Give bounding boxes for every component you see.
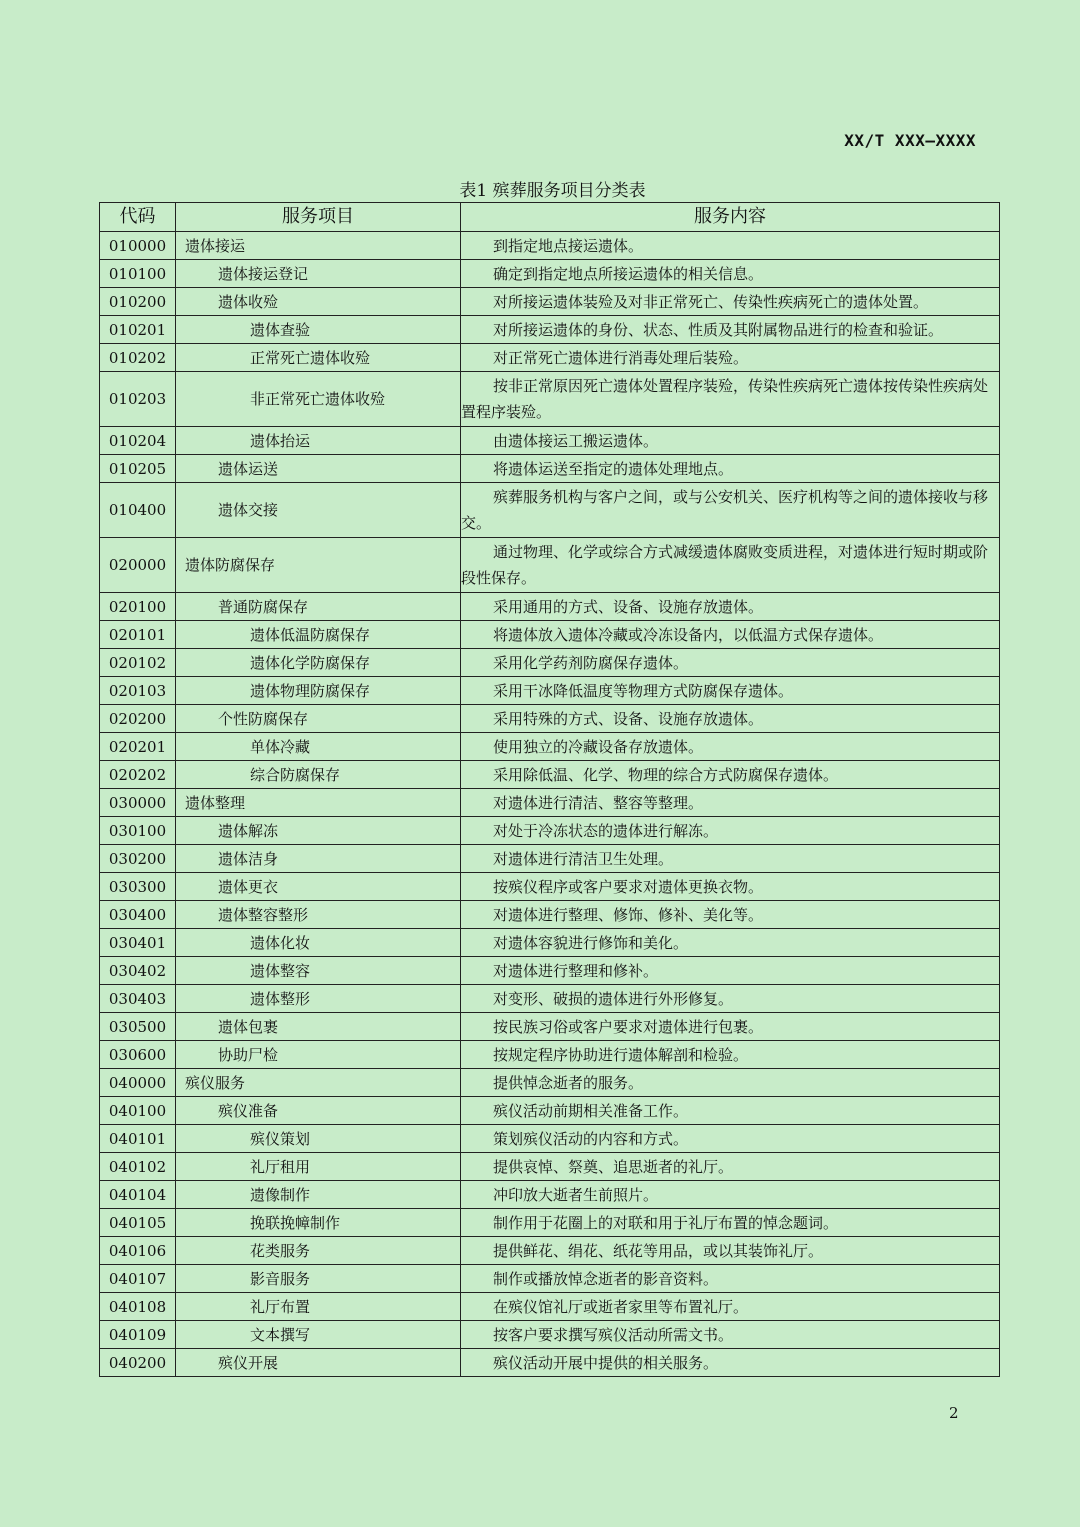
table-row (100, 677, 1000, 705)
cell-service-item: 遗体解冻 (176, 817, 461, 845)
table-row (100, 1293, 1000, 1321)
cell-service-content: 对遗体进行整理、修饰、修补、美化等。 (461, 901, 1000, 929)
cell-service-item: 正常死亡遗体收殓 (176, 344, 461, 372)
cell-code: 040100 (100, 1097, 176, 1125)
cell-service-item: 礼厅租用 (176, 1153, 461, 1181)
cell-code: 030200 (100, 845, 176, 873)
cell-service-item: 遗体防腐保存 (176, 538, 461, 593)
table-row (100, 1321, 1000, 1349)
cell-service-item: 遗像制作 (176, 1181, 461, 1209)
table-row (100, 985, 1000, 1013)
cell-code: 040106 (100, 1237, 176, 1265)
cell-code: 040102 (100, 1153, 176, 1181)
cell-code: 020000 (100, 538, 176, 593)
cell-service-item: 遗体查验 (176, 316, 461, 344)
cell-service-item: 遗体整容 (176, 957, 461, 985)
cell-service-content: 在殡仪馆礼厅或逝者家里等布置礼厅。 (461, 1293, 1000, 1321)
cell-service-item: 遗体化妆 (176, 929, 461, 957)
cell-service-content: 对遗体容貌进行修饰和美化。 (461, 929, 1000, 957)
cell-service-item: 影音服务 (176, 1265, 461, 1293)
cell-code: 040105 (100, 1209, 176, 1237)
cell-service-item: 殡仪策划 (176, 1125, 461, 1153)
cell-service-content: 将遗体运送至指定的遗体处理地点。 (461, 455, 1000, 483)
standard-code: XX/T XXX—XXXX (844, 131, 976, 150)
table-row (100, 733, 1000, 761)
cell-code: 010400 (100, 483, 176, 538)
cell-service-content: 提供悼念逝者的服务。 (461, 1069, 1000, 1097)
cell-code: 020100 (100, 593, 176, 621)
cell-code: 030500 (100, 1013, 176, 1041)
table-row (100, 621, 1000, 649)
table-row (100, 1097, 1000, 1125)
cell-code: 020202 (100, 761, 176, 789)
cell-service-content: 将遗体放入遗体冷藏或冷冻设备内，以低温方式保存遗体。 (461, 621, 1000, 649)
cell-code: 040000 (100, 1069, 176, 1097)
table-row (100, 483, 1000, 538)
table-row (100, 1265, 1000, 1293)
cell-code: 040109 (100, 1321, 176, 1349)
cell-service-item: 挽联挽幛制作 (176, 1209, 461, 1237)
table-title: 表1 殡葬服务项目分类表 (459, 181, 646, 201)
cell-code: 040104 (100, 1181, 176, 1209)
column-header-content: 服务内容 (461, 203, 1000, 232)
table-row (100, 1041, 1000, 1069)
table-row (100, 1013, 1000, 1041)
cell-code: 040200 (100, 1349, 176, 1377)
cell-service-item: 遗体接运 (176, 232, 461, 260)
cell-service-content: 采用除低温、化学、物理的综合方式防腐保存遗体。 (461, 761, 1000, 789)
table-row (100, 873, 1000, 901)
cell-service-content: 采用通用的方式、设备、设施存放遗体。 (461, 593, 1000, 621)
table-row (100, 427, 1000, 455)
cell-service-content: 按殡仪程序或客户要求对遗体更换衣物。 (461, 873, 1000, 901)
cell-code: 020102 (100, 649, 176, 677)
cell-code: 040101 (100, 1125, 176, 1153)
cell-code: 010205 (100, 455, 176, 483)
table-row (100, 538, 1000, 593)
cell-service-content: 对正常死亡遗体进行消毒处理后装殓。 (461, 344, 1000, 372)
cell-service-content: 到指定地点接运遗体。 (461, 232, 1000, 260)
table-row (100, 649, 1000, 677)
table-row (100, 372, 1000, 427)
cell-code: 010203 (100, 372, 176, 427)
column-header-code: 代码 (100, 203, 176, 232)
page-number: 2 (949, 1404, 959, 1422)
cell-code: 040107 (100, 1265, 176, 1293)
cell-code: 010204 (100, 427, 176, 455)
cell-service-item: 遗体整形 (176, 985, 461, 1013)
cell-service-item: 单体冷藏 (176, 733, 461, 761)
cell-code: 030300 (100, 873, 176, 901)
cell-service-content: 按规定程序协助进行遗体解剖和检验。 (461, 1041, 1000, 1069)
cell-service-content: 对所接运遗体装殓及对非正常死亡、传染性疾病死亡的遗体处置。 (461, 288, 1000, 316)
cell-service-item: 遗体运送 (176, 455, 461, 483)
cell-service-content: 采用化学药剂防腐保存遗体。 (461, 649, 1000, 677)
cell-service-content: 对遗体进行整理和修补。 (461, 957, 1000, 985)
table-row (100, 761, 1000, 789)
table-row (100, 957, 1000, 985)
cell-service-content: 殡葬服务机构与客户之间，或与公安机关、医疗机构等之间的遗体接收与移交。 (461, 483, 1000, 538)
cell-service-content: 由遗体接运工搬运遗体。 (461, 427, 1000, 455)
table-row (100, 705, 1000, 733)
table-row (100, 260, 1000, 288)
column-header-item: 服务项目 (176, 203, 461, 232)
cell-code: 020103 (100, 677, 176, 705)
cell-service-item: 遗体接运登记 (176, 260, 461, 288)
cell-service-item: 花类服务 (176, 1237, 461, 1265)
table-row (100, 929, 1000, 957)
cell-service-content: 冲印放大逝者生前照片。 (461, 1181, 1000, 1209)
cell-code: 020101 (100, 621, 176, 649)
cell-service-content: 按民族习俗或客户要求对遗体进行包裹。 (461, 1013, 1000, 1041)
service-classification-table (99, 202, 1000, 1377)
cell-code: 010201 (100, 316, 176, 344)
cell-code: 020200 (100, 705, 176, 733)
table-row (100, 1349, 1000, 1377)
cell-service-item: 遗体更衣 (176, 873, 461, 901)
cell-service-item: 普通防腐保存 (176, 593, 461, 621)
table-row (100, 1153, 1000, 1181)
cell-service-content: 对遗体进行清洁卫生处理。 (461, 845, 1000, 873)
table-header-row (100, 203, 1000, 232)
table-row (100, 232, 1000, 260)
cell-service-item: 遗体整理 (176, 789, 461, 817)
cell-service-content: 采用干冰降低温度等物理方式防腐保存遗体。 (461, 677, 1000, 705)
cell-code: 030402 (100, 957, 176, 985)
table-row (100, 1181, 1000, 1209)
cell-service-content: 殡仪活动开展中提供的相关服务。 (461, 1349, 1000, 1377)
cell-service-item: 礼厅布置 (176, 1293, 461, 1321)
cell-service-content: 按非正常原因死亡遗体处置程序装殓，传染性疾病死亡遗体按传染性疾病处置程序装殓。 (461, 372, 1000, 427)
cell-service-content: 按客户要求撰写殡仪活动所需文书。 (461, 1321, 1000, 1349)
table-row (100, 344, 1000, 372)
cell-code: 030401 (100, 929, 176, 957)
cell-service-item: 遗体收殓 (176, 288, 461, 316)
cell-code: 040108 (100, 1293, 176, 1321)
cell-service-item: 综合防腐保存 (176, 761, 461, 789)
cell-service-item: 殡仪服务 (176, 1069, 461, 1097)
cell-code: 030400 (100, 901, 176, 929)
cell-service-item: 遗体包裹 (176, 1013, 461, 1041)
table-row (100, 789, 1000, 817)
cell-service-item: 遗体抬运 (176, 427, 461, 455)
cell-service-content: 提供哀悼、祭奠、追思逝者的礼厅。 (461, 1153, 1000, 1181)
cell-service-item: 遗体交接 (176, 483, 461, 538)
cell-service-item: 个性防腐保存 (176, 705, 461, 733)
table-row (100, 455, 1000, 483)
cell-service-content: 对所接运遗体的身份、状态、性质及其附属物品进行的检查和验证。 (461, 316, 1000, 344)
cell-service-item: 殡仪开展 (176, 1349, 461, 1377)
cell-code: 010200 (100, 288, 176, 316)
table-row (100, 316, 1000, 344)
cell-code: 030000 (100, 789, 176, 817)
table-row (100, 901, 1000, 929)
cell-service-content: 通过物理、化学或综合方式减缓遗体腐败变质进程，对遗体进行短时期或阶段性保存。 (461, 538, 1000, 593)
cell-service-content: 对变形、破损的遗体进行外形修复。 (461, 985, 1000, 1013)
cell-service-content: 制作用于花圈上的对联和用于礼厅布置的悼念题词。 (461, 1209, 1000, 1237)
cell-service-item: 协助尸检 (176, 1041, 461, 1069)
table-row (100, 1125, 1000, 1153)
cell-service-content: 提供鲜花、绢花、纸花等用品，或以其装饰礼厅。 (461, 1237, 1000, 1265)
cell-service-content: 对遗体进行清洁、整容等整理。 (461, 789, 1000, 817)
cell-service-item: 文本撰写 (176, 1321, 461, 1349)
cell-code: 030600 (100, 1041, 176, 1069)
table-row (100, 1069, 1000, 1097)
cell-service-item: 遗体整容整形 (176, 901, 461, 929)
cell-code: 010202 (100, 344, 176, 372)
table-row (100, 1237, 1000, 1265)
cell-service-item: 遗体物理防腐保存 (176, 677, 461, 705)
cell-code: 020201 (100, 733, 176, 761)
table-row (100, 817, 1000, 845)
cell-code: 030100 (100, 817, 176, 845)
cell-service-content: 策划殡仪活动的内容和方式。 (461, 1125, 1000, 1153)
table-row (100, 845, 1000, 873)
cell-service-item: 非正常死亡遗体收殓 (176, 372, 461, 427)
cell-service-item: 殡仪准备 (176, 1097, 461, 1125)
cell-service-item: 遗体洁身 (176, 845, 461, 873)
cell-service-content: 采用特殊的方式、设备、设施存放遗体。 (461, 705, 1000, 733)
table-row (100, 593, 1000, 621)
cell-code: 010100 (100, 260, 176, 288)
cell-code: 010000 (100, 232, 176, 260)
cell-code: 030403 (100, 985, 176, 1013)
cell-service-content: 制作或播放悼念逝者的影音资料。 (461, 1265, 1000, 1293)
table-row (100, 1209, 1000, 1237)
table-row (100, 288, 1000, 316)
cell-service-content: 确定到指定地点所接运遗体的相关信息。 (461, 260, 1000, 288)
cell-service-item: 遗体化学防腐保存 (176, 649, 461, 677)
cell-service-content: 殡仪活动前期相关准备工作。 (461, 1097, 1000, 1125)
cell-service-item: 遗体低温防腐保存 (176, 621, 461, 649)
cell-service-content: 对处于冷冻状态的遗体进行解冻。 (461, 817, 1000, 845)
cell-service-content: 使用独立的冷藏设备存放遗体。 (461, 733, 1000, 761)
